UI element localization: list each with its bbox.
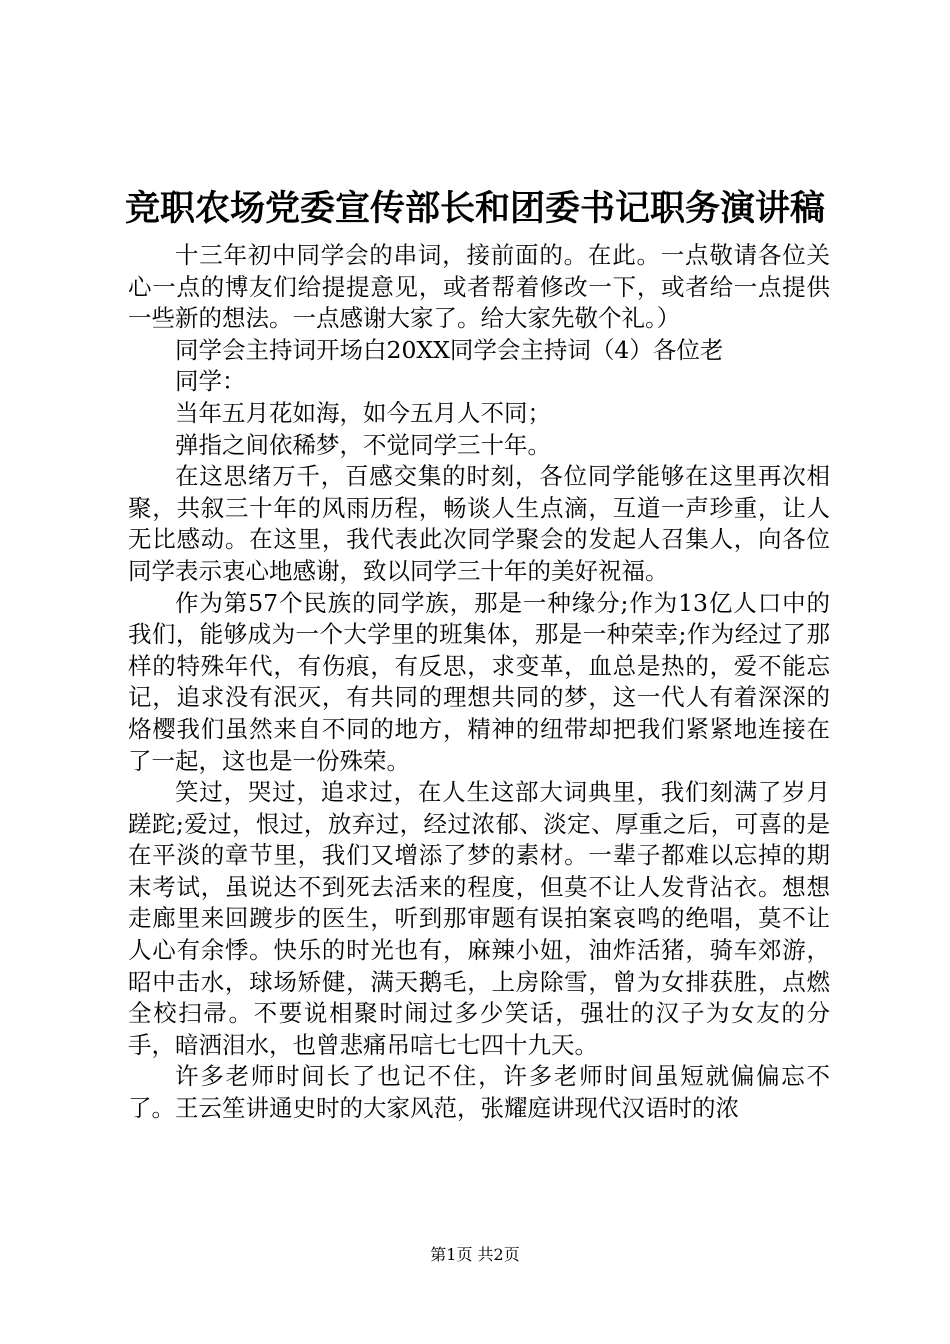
paragraph-host-heading: 同学会主持词开场白20XX同学会主持词（4）各位老 [175,335,724,364]
paragraph-identity: 作为第57个民族的同学族，那是一种缘分;作为13亿人口中的我们，能够成为一个大学里的班集体，那是一种荣幸;作为经过了那样的特殊年代，有伤痕，有反思，求变革，血总是热的，爱不能忘记，追求没有泯灭，有共同的理想共同的梦，这一代人有着深深的烙樱我们虽然来自不同的地方，精神的纽带却把我们紧紧地连接在了一起，这也是一份殊荣。 [128,588,830,775]
page-number-footer: 第1页 共2页 [430,1245,520,1264]
document-title: 竞职农场党委宣传部长和团委书记职务演讲稿 [124,188,825,229]
paragraph-verse-line-1: 当年五月花如海，如今五月人不同； [175,398,551,427]
paragraph-verse-line-2: 弹指之间依稀梦，不觉同学三十年。 [175,430,551,459]
paragraph-welcome: 在这思绪万千，百感交集的时刻，各位同学能够在这里再次相聚，共叙三十年的风雨历程，畅谈人生点滴，互道一声珍重，让人无比感动。在这里，我代表此次同学聚会的发起人召集人，向各位同学表示衷心地感谢，致以同学三十年的美好祝福。 [128,462,830,585]
paragraph-memories: 笑过，哭过，追求过，在人生这部大词典里，我们刻满了岁月蹉跎;爱过，恨过，放弃过，经过浓郁、淡定、厚重之后，可喜的是在平淡的章节里，我们又增添了梦的素材。一辈子都难以忘掉的期末考试，虽说达不到死去活来的程度，但莫不让人发背沾衣。想想走廊里来回踱步的医生，听到那审题有误拍案哀鸣的绝唱，莫不让人心有余悸。快乐的时光也有，麻辣小妞，油炸活猪，骑车郊游，昭中击水，球场矫健，满天鹅毛，上房除雪，曾为女排获胜，点燃全校扫帚。不要说相聚时闹过多少笑话，强壮的汉子为女友的分手，暗洒泪水，也曾悲痛吊唁七七四十九天。 [128,778,830,1059]
document-body [128,240,830,1125]
paragraph-teachers: 许多老师时间长了也记不住，许多老师时间虽短就偏偏忘不了。王云笙讲通史时的大家风范，张耀庭讲现代汉语时的浓 [128,1062,830,1123]
paragraph-greeting: 同学： [175,367,246,396]
paragraph-intro-note: 十三年初中同学会的串词，接前面的。在此。一点敬请各位关心一点的博友们给提提意见，或者帮着修改一下，或者给一点提供一些新的想法。一点感谢大家了。给大家先敬个礼。） [128,241,830,333]
